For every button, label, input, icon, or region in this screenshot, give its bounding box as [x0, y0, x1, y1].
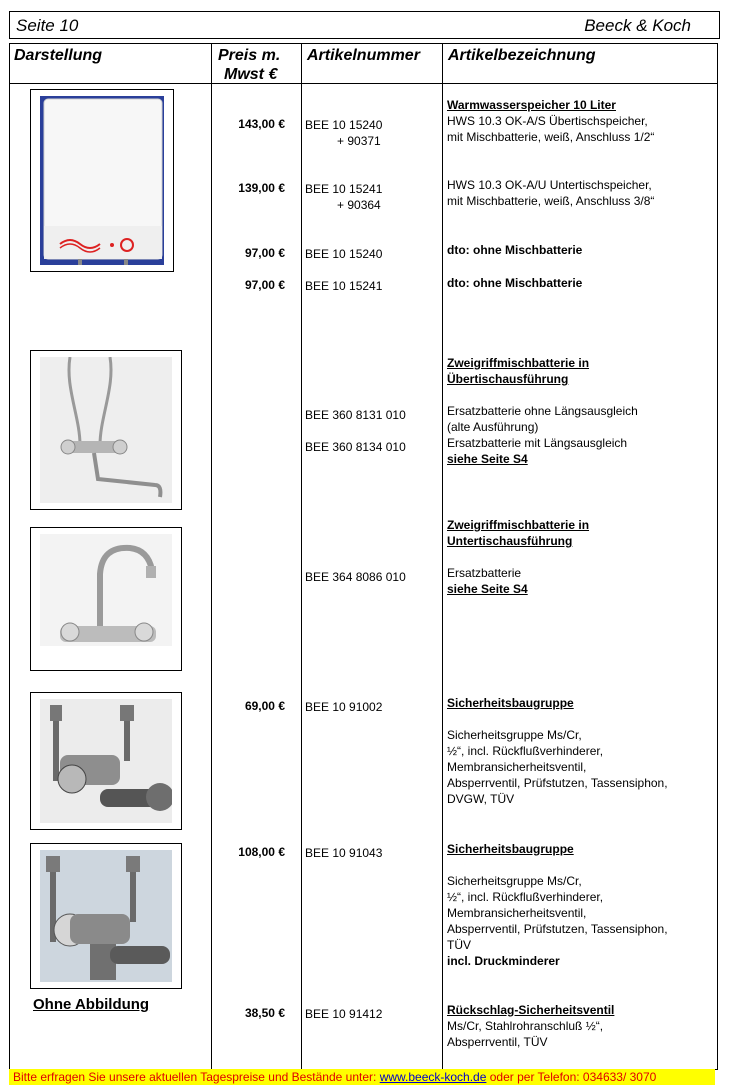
product-title-rueckschlag: Rückschlag-Sicherheitsventil — [447, 1003, 615, 1017]
faucet-undertable-image — [30, 527, 182, 671]
water-heater-image — [30, 89, 174, 272]
column-header-preis-line2: Mwst € — [224, 66, 278, 83]
column-divider — [442, 44, 443, 1069]
article-number-r1-addon: + 90371 — [337, 134, 381, 148]
description-line: Ms/Cr, Stahlrohranschluß ½“, — [447, 1019, 604, 1033]
column-header-preis-line1: Preis m. — [218, 47, 281, 64]
description-line: mit Mischbatterie, weiß, Anschluss 3/8“ — [447, 194, 655, 208]
price-r7: 69,00 € — [244, 699, 285, 713]
safety-group-image-2 — [30, 843, 182, 989]
safety-group-illustration-1 — [40, 699, 172, 823]
page-header — [9, 11, 720, 39]
price-r3: 97,00 € — [244, 246, 285, 260]
price-r2: 139,00 € — [238, 181, 285, 195]
description-r9 — [447, 1002, 715, 1050]
description-line: Absperrventil, Prüfstutzen, Tassensiphon, — [447, 922, 668, 936]
description-line: HWS 10.3 OK-A/S Übertischspeicher, — [447, 114, 648, 128]
article-number-r9: BEE 10 91412 — [305, 1007, 383, 1021]
description-r8 — [447, 841, 715, 969]
description-line: Sicherheitsgruppe Ms/Cr, — [447, 874, 582, 888]
article-number-r2-addon: + 90364 — [337, 198, 381, 212]
description-r4: dto: ohne Mischbatterie — [447, 276, 583, 290]
column-divider — [211, 44, 212, 1069]
description-line: TÜV — [447, 938, 471, 952]
safety-group-image-1 — [30, 692, 182, 830]
description-line: Ersatzbatterie ohne Längsausgleich — [447, 404, 638, 418]
article-number-r6: BEE 364 8086 010 — [305, 570, 406, 584]
description-r3: dto: ohne Mischbatterie — [447, 243, 583, 257]
description-line: Ersatzbatterie mit Längsausgleich — [447, 436, 628, 450]
price-r9: 38,50 € — [244, 1006, 285, 1020]
column-header-artikelnummer: Artikelnummer — [307, 47, 420, 64]
product-title-line: Zweigriffmischbatterie in — [447, 518, 590, 532]
description-r5 — [447, 355, 715, 467]
no-image-label: Ohne Abbildung — [33, 996, 150, 1013]
article-number-r7: BEE 10 91002 — [305, 700, 383, 714]
description-line: Absperrventil, TÜV — [447, 1035, 548, 1049]
description-line: mit Mischbatterie, weiß, Anschluss 1/2“ — [447, 130, 655, 144]
product-title-sicherheitsbaugruppe: Sicherheitsbaugruppe — [447, 842, 574, 856]
safety-group-illustration-2 — [40, 850, 172, 982]
company-name: Beeck & Koch — [584, 16, 691, 35]
price-r1: 143,00 € — [238, 117, 285, 131]
description-line: (alte Ausführung) — [447, 420, 539, 434]
article-number-r3: BEE 10 15240 — [305, 247, 383, 261]
article-number-r4: BEE 10 15241 — [305, 279, 383, 293]
product-title-sicherheitsbaugruppe: Sicherheitsbaugruppe — [447, 696, 574, 710]
product-title-line: Zweigriffmischbatterie in — [447, 356, 590, 370]
column-header-preis — [218, 46, 302, 84]
see-page-s4-link[interactable]: siehe Seite S4 — [447, 582, 528, 596]
faucet-undertable-illustration — [40, 534, 172, 664]
product-title-line: Untertischausführung — [447, 534, 573, 548]
footer-phone-text: oder per Telefon: 034633/ 3070 — [486, 1070, 657, 1084]
price-r4: 97,00 € — [244, 278, 285, 292]
product-title-line: Übertischausführung — [447, 372, 569, 386]
article-number-r8: BEE 10 91043 — [305, 846, 383, 860]
page-number: Seite 10 — [16, 16, 79, 35]
column-header-artikelbezeichnung: Artikelbezeichnung — [448, 47, 596, 64]
article-number-r1: BEE 10 15240 — [305, 118, 383, 132]
description-line: Absperrventil, Prüfstutzen, Tassensiphon, — [447, 776, 668, 790]
column-header-darstellung: Darstellung — [14, 47, 103, 64]
description-r7 — [447, 695, 715, 807]
description-line: incl. Druckminderer — [447, 954, 560, 968]
faucet-overtable-illustration — [40, 357, 172, 503]
footer-text: Bitte erfragen Sie unsere aktuellen Tagespreise und Bestände unter: — [13, 1070, 380, 1084]
see-page-s4-link[interactable]: siehe Seite S4 — [447, 452, 528, 466]
description-r2 — [447, 177, 715, 209]
description-line: Sicherheitsgruppe Ms/Cr, — [447, 728, 582, 742]
article-number-r5a: BEE 360 8131 010 — [305, 408, 406, 422]
description-line: Membransicherheitsventil, — [447, 906, 587, 920]
description-line: HWS 10.3 OK-A/U Untertischspeicher, — [447, 178, 652, 192]
website-link[interactable]: www.beeck-koch.de — [379, 1070, 487, 1084]
footer-banner — [9, 1069, 715, 1085]
product-title-warmwasserspeicher: Warmwasserspeicher 10 Liter — [447, 98, 616, 112]
header-divider — [10, 83, 717, 84]
column-divider — [301, 44, 302, 1069]
description-r1 — [447, 97, 715, 145]
description-r6 — [447, 517, 715, 597]
article-number-r2: BEE 10 15241 — [305, 182, 383, 196]
description-line: Membransicherheitsventil, — [447, 760, 587, 774]
faucet-overtable-image — [30, 350, 182, 510]
water-heater-illustration — [40, 96, 164, 265]
description-line: DVGW, TÜV — [447, 792, 515, 806]
article-number-r5b: BEE 360 8134 010 — [305, 440, 406, 454]
description-line: ½“, incl. Rückflußverhinderer, — [447, 744, 604, 758]
description-line: Ersatzbatterie — [447, 566, 522, 580]
description-line: ½“, incl. Rückflußverhinderer, — [447, 890, 604, 904]
price-r8: 108,00 € — [238, 845, 285, 859]
